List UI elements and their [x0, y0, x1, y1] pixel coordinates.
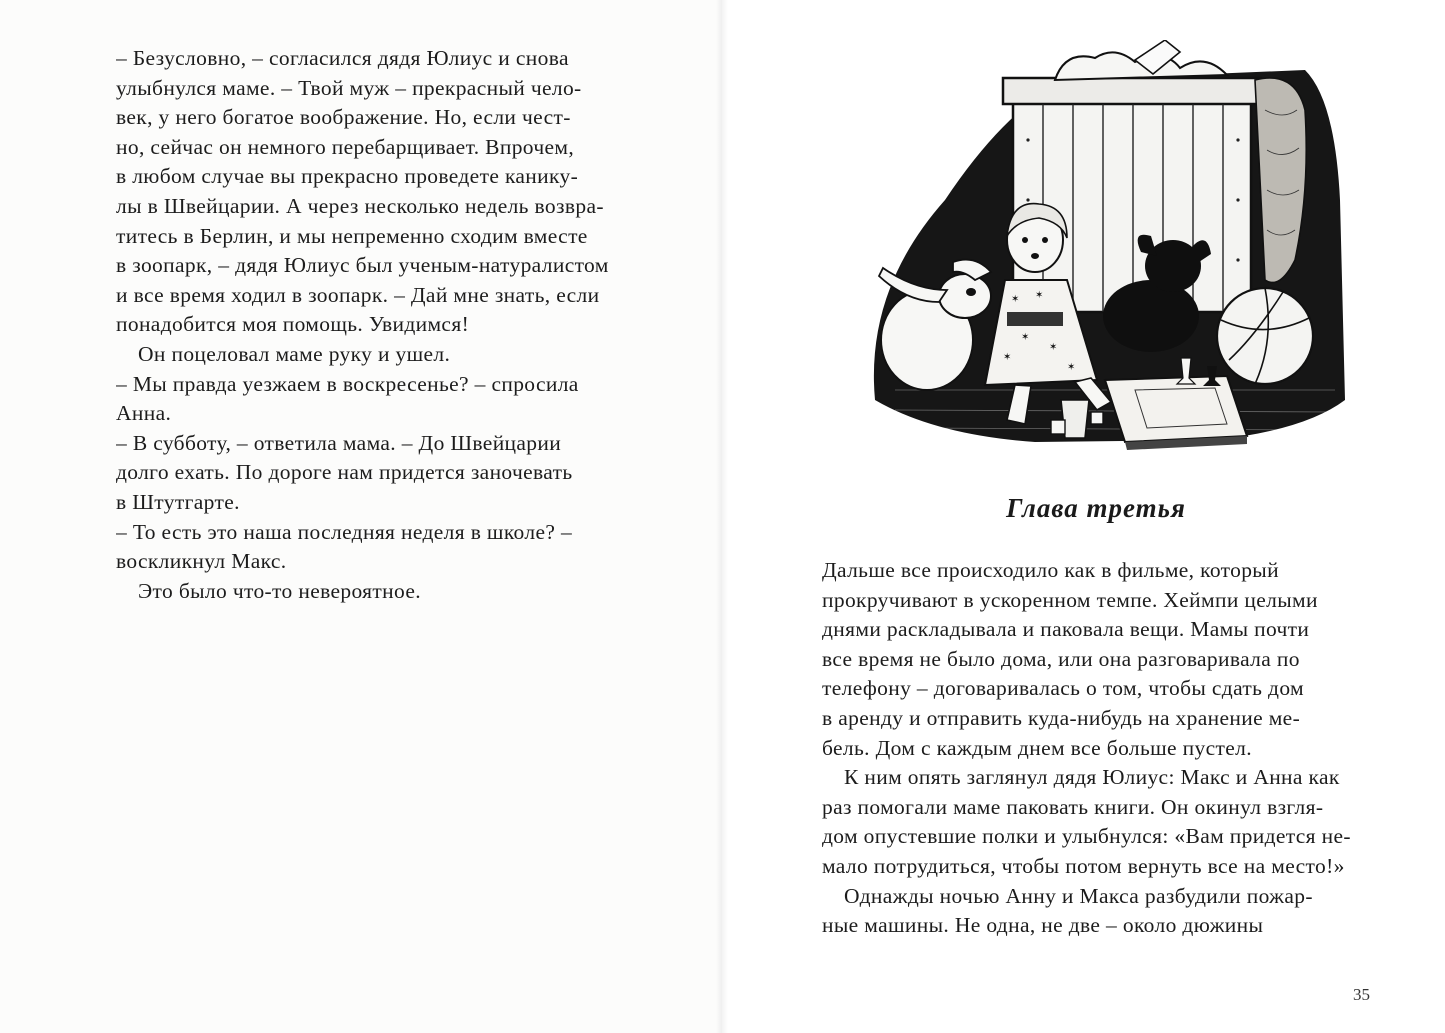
svg-text:✶: ✶: [1067, 362, 1076, 373]
text-line: Однажды ночью Анну и Макса разбудили пожар-: [844, 883, 1313, 908]
text-line: прокручивают в ускоренном темпе. Хеймпи целыми: [822, 587, 1318, 612]
text-line: – Безусловно, – согласился дядя Юлиус и снова: [116, 46, 569, 70]
text-line: и все время ходил в зоопарк. – Дай мне знать, если: [116, 282, 600, 307]
svg-text:✶: ✶: [1003, 352, 1012, 363]
text-line: Он поцеловал маме руку и ушел.: [138, 341, 451, 366]
text-line: К ним опять заглянул дядя Юлиус: Макс и Анна как: [844, 765, 1340, 790]
text-line: – В субботу, – ответила мама. – До Швейцарии: [116, 430, 562, 455]
text-line: – Мы правда уезжаем в воскресенье? – спросила: [116, 371, 579, 396]
book-gutter: [716, 0, 728, 1033]
text-line: улыбнулся маме. – Твой муж – прекрасный чело-: [116, 75, 582, 100]
text-line: все время не было дома, или она разговаривала по: [822, 646, 1300, 671]
svg-text:✶: ✶: [1021, 332, 1030, 343]
text-line: дом опустевшие полки и улыбнулся: «Вам придется не-: [822, 824, 1351, 849]
svg-text:✶: ✶: [1011, 294, 1020, 305]
text-line: долго ехать. По дороге нам придется заночевать: [116, 460, 573, 485]
text-line: мало потрудиться, чтобы потом вернуть все на место!»: [822, 853, 1345, 878]
text-line: бель. Дом с каждым днем все больше пустел.: [822, 735, 1252, 760]
text-line: Это было что-то невероятное.: [138, 578, 421, 603]
toys-illustration: [835, 40, 1357, 452]
text-line: лы в Швейцарии. А через несколько недель возвра-: [116, 193, 604, 218]
text-line: днями раскладывала и паковала вещи. Мамы почти: [822, 617, 1310, 642]
text-line: в любом случае вы прекрасно проведете канику-: [116, 164, 579, 189]
text-line: титесь в Берлин, и мы непременно сходим вместе: [116, 223, 588, 248]
right-page-text: [822, 556, 1370, 941]
svg-text:✶: ✶: [1035, 290, 1044, 301]
text-line: понадобится моя помощь. Увидимся!: [116, 312, 470, 337]
text-line: век, у него богатое воображение. Но, если чест-: [116, 105, 571, 130]
text-line: но, сейчас он немного перебарщивает. Впрочем,: [116, 134, 575, 159]
text-line: ные машины. Не одна, не две – около дюжины: [822, 913, 1264, 938]
svg-text:✶: ✶: [1049, 342, 1058, 353]
text-line: в зоопарк, – дядя Юлиус был ученым-натуралистом: [116, 253, 609, 278]
left-page-text: [116, 44, 656, 606]
page-number: 35: [1353, 985, 1370, 1004]
text-line: – То есть это наша последняя неделя в школе? –: [116, 519, 573, 544]
text-line: воскликнул Макс.: [116, 549, 287, 574]
text-line: телефону – договаривалась о том, чтобы сдать дом: [822, 676, 1304, 701]
text-line: в Штутгарте.: [116, 489, 240, 514]
chapter-title: Глава третья: [1006, 493, 1186, 523]
text-line: в аренду и отправить куда-нибудь на хранение ме-: [822, 705, 1301, 730]
text-line: Дальше все происходило как в фильме, который: [822, 558, 1279, 582]
text-line: раз помогали маме паковать книги. Он окинул взгля-: [822, 794, 1324, 819]
text-line: Анна.: [116, 401, 172, 426]
